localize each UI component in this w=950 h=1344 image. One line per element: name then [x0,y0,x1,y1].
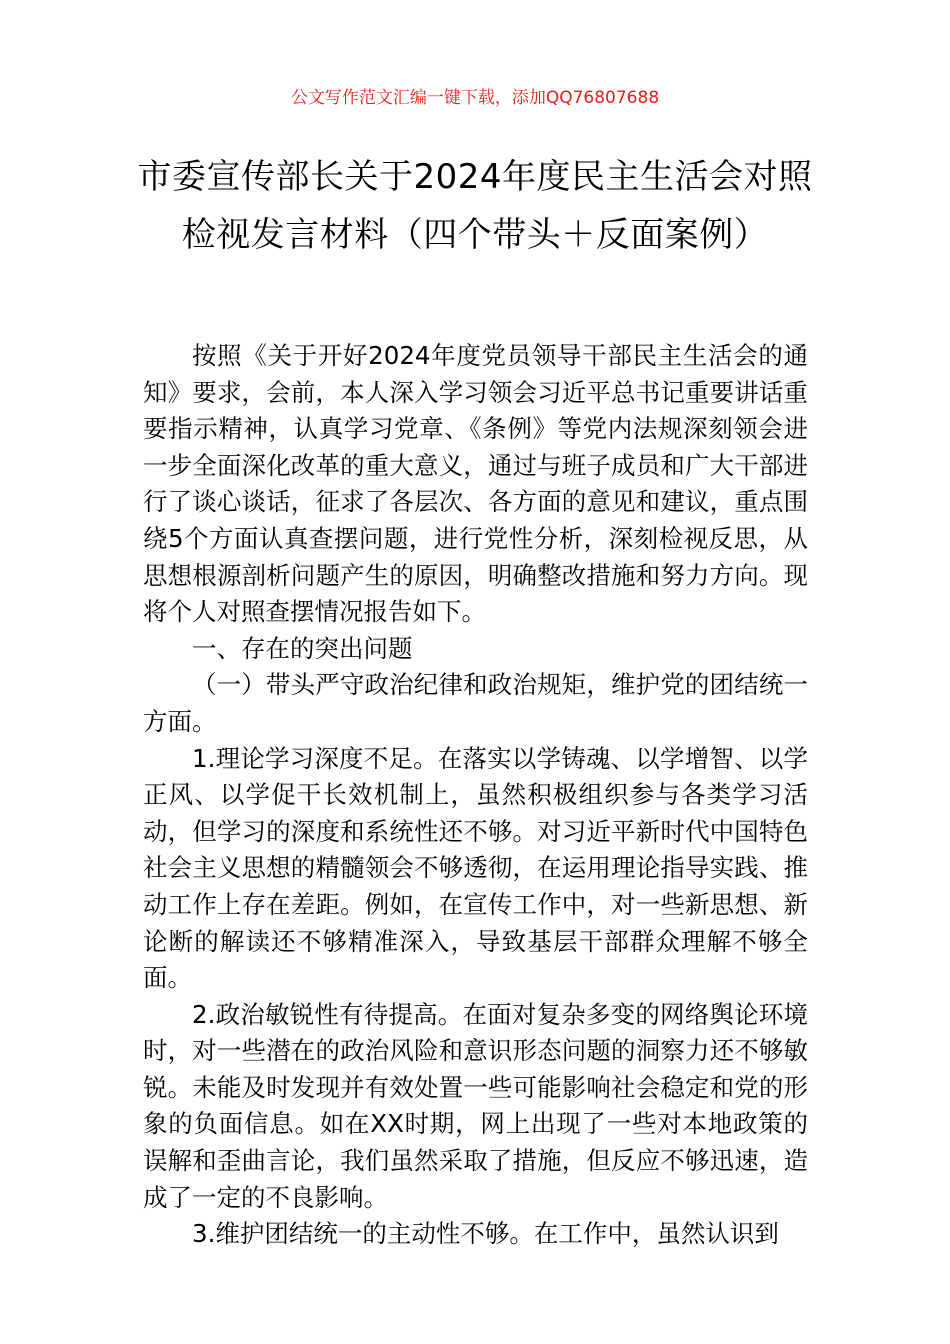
header-note: 公文写作范文汇编一键下载，添加QQ76807688 [290,88,660,108]
body-paragraph: 2.政治敏锐性有待提高。在面对复杂多变的网络舆论环境时，对一些潜在的政治风险和意识形态问题的洞察力还不够敏锐。未能及时发现并有效处置一些可能影响社会稳定和党的形象的负面信息。如在XX时期，网上出现了一些对本地政策的误解和歪曲言论，我们虽然采取了措施，但反应不够迅速，造成了一定的不良影响。 [143,999,808,1212]
document-title: 市委宣传部长关于2024年度民主生活会对照检视发言材料（四个带头＋反面案例） [137,157,813,255]
section-heading: 一、存在的突出问题 [192,633,413,663]
subsection-heading: （一）带头严守政治纪律和政治规矩，维护党的团结统一方面。 [143,670,808,736]
body-paragraph: 3.维护团结统一的主动性不够。在工作中，虽然认识到 [192,1219,779,1249]
intro-paragraph: 按照《关于开好2024年度党员领导干部民主生活会的通知》要求，会前，本人深入学习领会习近平总书记重要讲话重要指示精神，认真学习党章、《条例》等党内法规深刻领会进一步全面深化改革的重大意义，通过与班子成员和广大干部进行了谈心谈话，征求了各层次、各方面的意见和建议，重点围绕5个方面认真查摆问题，进行党性分析，深刻检视反思，从思想根源剖析问题产生的原因，明确整改措施和努力方向。现将个人对照查摆情况报告如下。 [143,341,808,627]
document-body [143,338,808,1253]
body-paragraph: 1.理论学习深度不足。在落实以学铸魂、以学增智、以学正风、以学促干长效机制上，虽然积极组织参与各类学习活动，但学习的深度和系统性还不够。对习近平新时代中国特色社会主义思想的精髓领会不够透彻，在运用理论指导实践、推动工作上存在差距。例如，在宣传工作中，对一些新思想、新论断的解读还不够精准深入，导致基层干部群众理解不够全面。 [143,743,808,993]
